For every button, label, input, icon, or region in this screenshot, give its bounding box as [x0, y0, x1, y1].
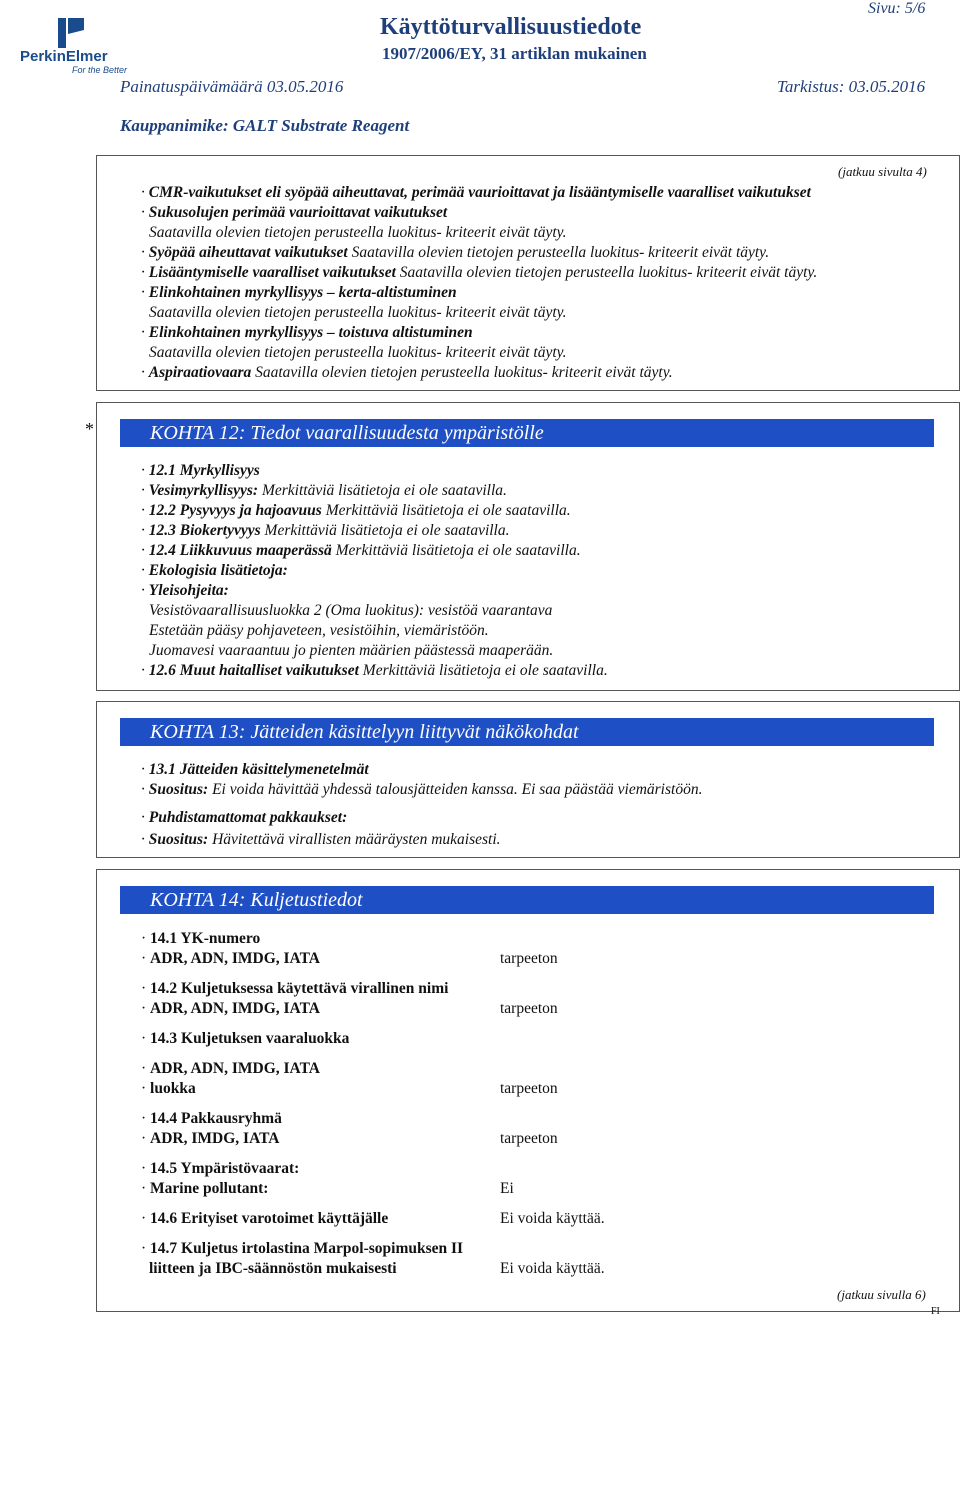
packaging-label-line: · Puhdistamattomat pakkaukset:: [141, 809, 348, 826]
persistence-line: · 12.2 Pysyvyys ja hajoavuus Merkittäviä lisätietoja ei ole saatavilla.: [141, 502, 571, 519]
document-title: Käyttöturvallisuustiedote: [380, 14, 642, 40]
un-number-regs: · ADR, ADN, IMDG, IATA: [141, 950, 320, 967]
hazard-class-line: · 14.3 Kuljetuksen vaaraluokka: [141, 1030, 350, 1047]
general-line-3: Juomavesi vaaraantuu jo pienten määrien päästessä maaperään.: [149, 642, 554, 659]
un-number-value: tarpeeton: [500, 950, 558, 967]
toxicity-line: · 12.1 Myrkyllisyys: [141, 462, 260, 479]
language-code: FI: [931, 1306, 940, 1317]
packing-group-value: tarpeeton: [500, 1130, 558, 1147]
section-13-heading-bar: [120, 718, 934, 746]
stot-re-criteria: Saatavilla olevien tietojen perusteella luokitus- kriteerit eivät täyty.: [149, 344, 567, 361]
bulk-transport-value: Ei voida käyttää.: [500, 1260, 605, 1277]
section-14-title: KOHTA 14: Kuljetustiedot: [150, 889, 363, 911]
germ-line: · Sukusolujen perimää vaurioittavat vaikutukset: [141, 204, 448, 221]
aspiration-line: · Aspiraatiovaara Saatavilla olevien tietojen perusteella luokitus- kriteerit eivät täyty.: [141, 364, 673, 381]
revision-date: Tarkistus: 03.05.2016: [777, 77, 926, 96]
bioaccumulation-line: · 12.3 Biokertyvyys Merkittäviä lisätietoja ei ole saatavilla.: [141, 522, 510, 539]
revision-marker: *: [85, 419, 94, 439]
product-name: Kauppanimike: GALT Substrate Reagent: [120, 116, 410, 135]
marine-pollutant-label: · Marine pollutant:: [141, 1180, 269, 1197]
section-12-heading-bar: [120, 419, 934, 447]
packaging-recommendation-line: · Suositus: Hävitettävä virallisten määräysten mukaisesti.: [141, 831, 501, 848]
marine-pollutant-value: Ei: [500, 1180, 514, 1197]
continued-to: (jatkuu sivulla 6): [837, 1287, 926, 1302]
continued-from: (jatkuu sivulta 4): [838, 164, 927, 179]
stot-re-line: · Elinkohtainen myrkyllisyys – toistuva altistuminen: [141, 324, 473, 341]
eco-info-line: · Ekologisia lisätietoja:: [141, 562, 288, 579]
hazard-class-label: · luokka: [141, 1080, 196, 1097]
section-14-heading-bar: [120, 886, 934, 914]
bulk-transport-line-1: · 14.7 Kuljetus irtolastina Marpol-sopimuksen II: [141, 1240, 464, 1257]
hazard-class-regs: · ADR, ADN, IMDG, IATA: [141, 1060, 320, 1077]
section-12-title: KOHTA 12: Tiedot vaarallisuudesta ympäristölle: [150, 422, 544, 444]
shipping-name-regs: · ADR, ADN, IMDG, IATA: [141, 1000, 320, 1017]
packing-group-regs: · ADR, IMDG, IATA: [141, 1130, 280, 1147]
bulk-transport-line-2: liitteen ja IBC-säännöstön mukaisesti: [149, 1260, 397, 1277]
repro-line: · Lisääntymiselle vaaralliset vaikutukset Saatavilla olevien tietojen perusteella luokitus- kriteerit eivät täyty.: [141, 264, 818, 281]
germ-criteria: Saatavilla olevien tietojen perusteella luokitus- kriteerit eivät täyty.: [149, 224, 567, 241]
hazard-class-value: tarpeeton: [500, 1080, 558, 1097]
env-hazards-line: · 14.5 Ympäristövaarat:: [141, 1160, 300, 1177]
page-number: Sivu: 5/6: [868, 0, 926, 17]
perkinelmer-logo: [20, 14, 130, 74]
waste-methods-line: · 13.1 Jätteiden käsittelymenetelmät: [141, 761, 369, 778]
general-label-line: · Yleisohjeita:: [141, 582, 229, 599]
carc-line: · Syöpää aiheuttavat vaikutukset Saatavilla olevien tietojen perusteella luokitus- kriteerit eivät täyty.: [141, 244, 770, 261]
packing-group-line: · 14.4 Pakkausryhmä: [141, 1110, 282, 1127]
un-number-line: · 14.1 YK-numero: [141, 930, 261, 947]
mobility-line: · 12.4 Liikkuvuus maaperässä Merkittäviä lisätietoja ei ole saatavilla.: [141, 542, 581, 559]
cmr-line: · CMR-vaikutukset eli syöpää aiheuttavat, perimää vaurioittavat ja lisääntymiselle vaaralliset vaikutukset: [141, 184, 811, 201]
stot-se-line: · Elinkohtainen myrkyllisyys – kerta-altistuminen: [141, 284, 457, 301]
other-effects-line: · 12.6 Muut haitalliset vaikutukset Merkittäviä lisätietoja ei ole saatavilla.: [141, 662, 608, 679]
shipping-name-line: · 14.2 Kuljetuksessa käytettävä virallinen nimi: [141, 980, 449, 997]
precautions-value: Ei voida käyttää.: [500, 1210, 605, 1227]
general-line-1: Vesistövaarallisuusluokka 2 (Oma luokitus): vesistöä vaarantava: [149, 602, 553, 619]
general-line-2: Estetään pääsy pohjaveteen, vesistöihin, viemäristöön.: [149, 622, 489, 639]
shipping-name-value: tarpeeton: [500, 1000, 558, 1017]
stot-se-criteria: Saatavilla olevien tietojen perusteella luokitus- kriteerit eivät täyty.: [149, 304, 567, 321]
perkinelmer-logo-icon: [54, 16, 88, 50]
document-subtitle: 1907/2006/EY, 31 artiklan mukainen: [382, 44, 647, 63]
print-date: Painatuspäivämäärä 03.05.2016: [120, 77, 344, 96]
waste-recommendation-line: · Suositus: Ei voida hävittää yhdessä talousjätteiden kanssa. Ei saa päästää viemäristöön.: [141, 781, 703, 798]
precautions-line: · 14.6 Erityiset varotoimet käyttäjälle: [141, 1210, 389, 1227]
section-13-title: KOHTA 13: Jätteiden käsittelyyn liittyvät näkökohdat: [150, 721, 579, 743]
logo-wordmark: PerkinElmer: [20, 48, 108, 65]
logo-tagline: For the Better: [72, 65, 128, 75]
aquatic-line: · Vesimyrkyllisyys: Merkittäviä lisätietoja ei ole saatavilla.: [141, 482, 507, 499]
